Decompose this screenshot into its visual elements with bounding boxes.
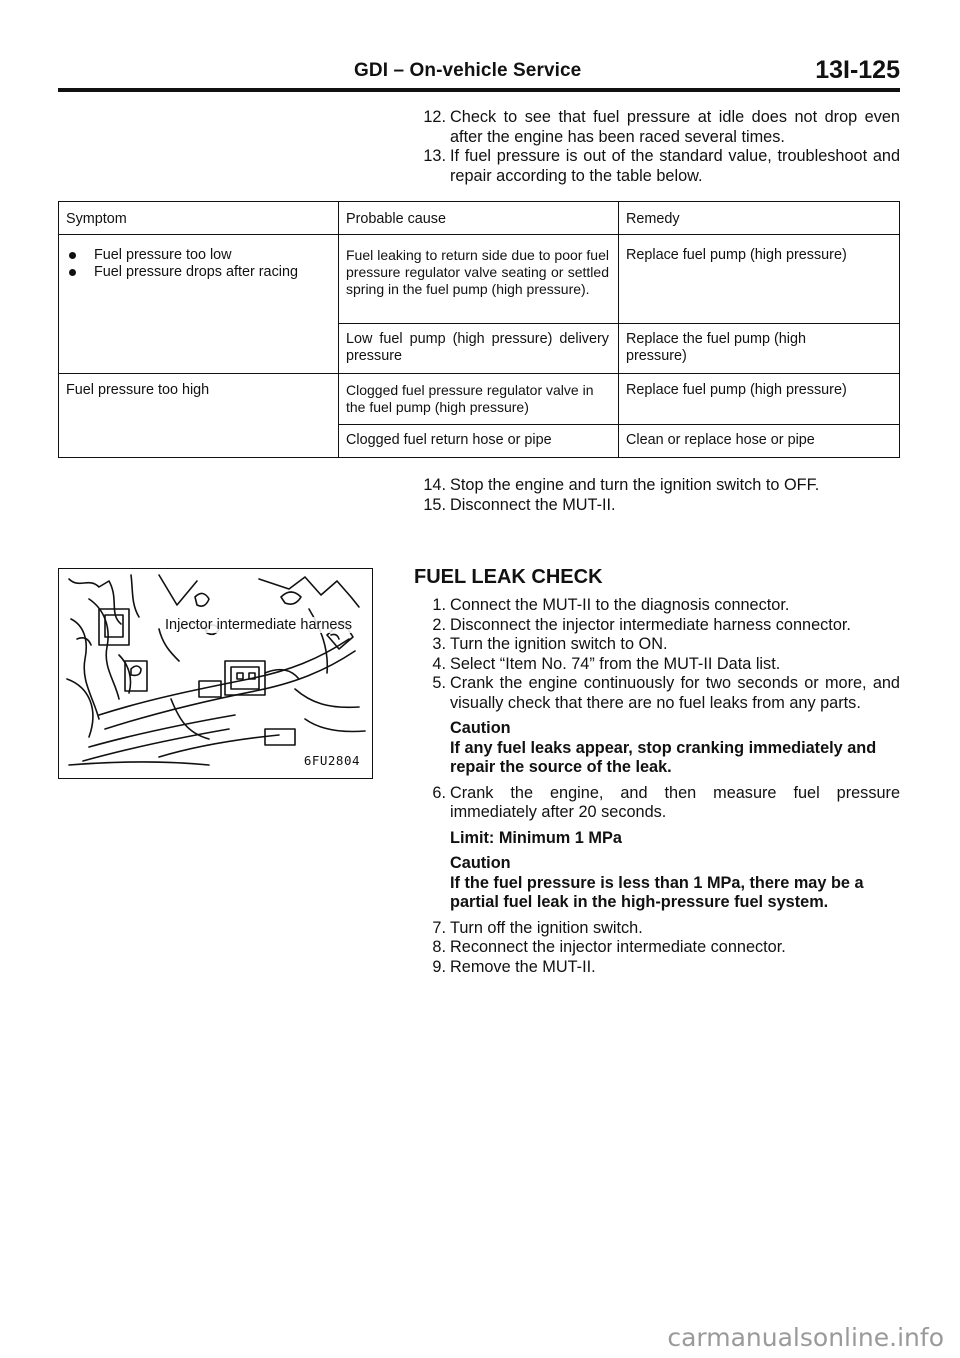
leak-step-6: 6. Crank the engine, and then measure fuel pressure immediately after 20 seconds. xyxy=(432,783,900,821)
caution-text: If the fuel pressure is less than 1 MPa, there may be a partial fuel leak in the high-pressure fuel system. xyxy=(450,873,864,911)
engine-illustration xyxy=(58,568,373,779)
caution-text: If any fuel leaks appear, stop cranking immediately and repair the source of the leak. xyxy=(450,738,877,776)
header-symptom: Symptom xyxy=(66,211,127,227)
leak-step-7: 7. Turn off the ignition switch. xyxy=(432,918,643,937)
troubleshooting-table xyxy=(58,201,900,458)
group-divider xyxy=(59,373,899,374)
leak-step-1: 1. Connect the MUT-II to the diagnosis connector. xyxy=(432,596,790,614)
bullet-icon xyxy=(69,252,76,259)
step-14: 14. Stop the engine and turn the ignition switch to OFF. xyxy=(423,476,820,494)
site-watermark[interactable]: carmanualsonline.info xyxy=(667,1323,944,1352)
step-15: 15. Disconnect the MUT-II. xyxy=(423,495,616,514)
page-number: 13I-125 xyxy=(815,56,900,84)
figure-code: 6FU2804 xyxy=(303,753,360,768)
group2-row-divider xyxy=(338,424,899,425)
section-title: FUEL LEAK CHECK xyxy=(414,566,603,588)
figure-callout-label: Injector intermediate harness xyxy=(165,617,352,633)
symptom-item: Fuel pressure too low xyxy=(66,247,334,264)
group1-row-divider xyxy=(338,323,899,324)
fuel-leak-steps xyxy=(414,596,900,977)
remedy-cell: Replace fuel pump (high pressure) xyxy=(626,247,847,263)
symptom-item: Fuel pressure drops after racing xyxy=(66,264,334,281)
header-remedy: Remedy xyxy=(626,211,680,227)
leak-step-5: 5. Crank the engine continuously for two seconds or more, and visually check that there are no fuel leaks from any parts. xyxy=(432,674,900,712)
symptom-group-2: Fuel pressure too high xyxy=(66,382,210,398)
leak-step-4: 4. Select “Item No. 74” from the MUT-II Data list. xyxy=(432,654,781,673)
leak-step-2: 2. Disconnect the injector intermediate harness connector. xyxy=(432,615,851,634)
step-13: 13. If fuel pressure is out of the standard value, troubleshoot and repair according to the table below. xyxy=(423,147,900,185)
limit-text: Limit: Minimum 1 MPa xyxy=(450,828,622,847)
engine-line-drawing xyxy=(59,569,373,779)
steps-top xyxy=(414,108,900,186)
cause-cell: Clogged fuel return hose or pipe xyxy=(346,432,552,448)
page-header xyxy=(58,58,900,92)
header-cause: Probable cause xyxy=(346,211,447,227)
remedy-cell: Clean or replace hose or pipe xyxy=(626,432,815,448)
caution-block-1 xyxy=(414,719,900,778)
bullet-icon xyxy=(69,269,76,276)
step-12: 12. Check to see that fuel pressure at idle does not drop even after the engine has been raced several times. xyxy=(423,108,900,146)
caution-block-2 xyxy=(414,854,900,913)
cause-cell: Fuel leaking to return side due to poor fuel pressure regulator valve seating or settled spring in the fuel pump (high pressure). xyxy=(346,247,609,297)
caution-heading: Caution xyxy=(450,854,511,872)
caution-heading: Caution xyxy=(450,719,511,737)
steps-mid xyxy=(414,476,900,515)
cause-cell: Clogged fuel pressure regulator valve in the fuel pump (high pressure) xyxy=(346,382,594,415)
leak-step-3: 3. Turn the ignition switch to ON. xyxy=(432,635,668,653)
leak-step-9: 9. Remove the MUT-II. xyxy=(432,957,596,976)
remedy-cell: Replace fuel pump (high pressure) xyxy=(626,382,847,398)
header-divider xyxy=(59,234,899,235)
leak-step-8: 8. Reconnect the injector intermediate connector. xyxy=(432,938,786,956)
symptom-group-1 xyxy=(66,247,334,281)
remedy-cell: Replace the fuel pump (high pressure) xyxy=(626,331,806,364)
header-title: GDI – On-vehicle Service xyxy=(354,60,582,81)
cause-cell: Low fuel pump (high pressure) delivery pressure xyxy=(346,331,609,364)
